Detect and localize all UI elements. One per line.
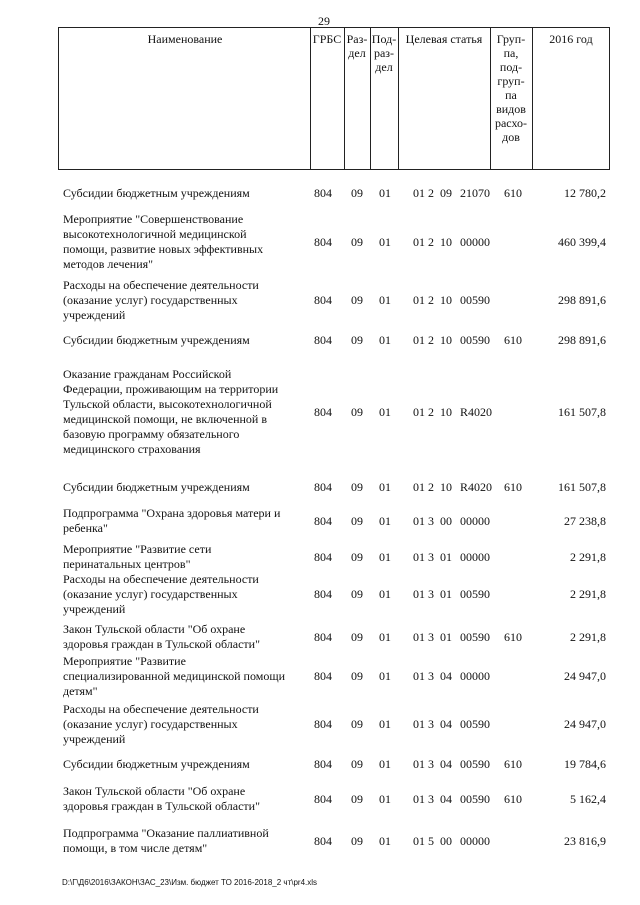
file-path-footer: D:\Г\Д6\2016\ЗАКОН\ЗАС_23\Изм. бюджет ТО 2016-2018_2 чт\pr4.xls bbox=[62, 878, 318, 887]
podrazdel-cell: 01 bbox=[379, 404, 391, 419]
target-subprogram-cell: 3 bbox=[428, 513, 434, 528]
target-direction-cell: R4020 bbox=[460, 480, 493, 494]
podrazdel-cell: 01 bbox=[379, 833, 391, 848]
target-subprogram-cell: 3 bbox=[428, 757, 434, 771]
target-event-cell: 10 bbox=[440, 404, 452, 419]
target-subprogram-cell: 3 bbox=[428, 549, 434, 564]
grbs-cell: 804 bbox=[314, 186, 332, 200]
razdel-cell: 09 bbox=[351, 480, 363, 494]
item-name: Подпрограмма "Охрана здоровья матери и ребенка" bbox=[63, 506, 281, 535]
target-subprogram-cell: 3 bbox=[428, 629, 434, 644]
target-direction-cell: 00590 bbox=[460, 629, 490, 644]
razdel-cell: 09 bbox=[351, 513, 363, 528]
grbs-cell: 804 bbox=[314, 833, 332, 848]
podrazdel-cell: 01 bbox=[379, 293, 391, 307]
target-program-cell: 01 bbox=[413, 629, 425, 644]
target-program-cell: 01 bbox=[413, 833, 425, 848]
target-program-cell: 01 bbox=[413, 587, 425, 601]
grbs-cell: 804 bbox=[314, 717, 332, 731]
grbs-cell: 804 bbox=[314, 629, 332, 644]
item-name: Закон Тульской области "Об охране здоровья граждан в Тульской области" bbox=[63, 622, 260, 651]
amount-cell: 460 399,4 bbox=[558, 234, 606, 249]
amount-cell: 161 507,8 bbox=[558, 404, 606, 419]
podrazdel-cell: 01 bbox=[379, 629, 391, 644]
grbs-cell: 804 bbox=[314, 293, 332, 307]
target-direction-cell: 00590 bbox=[460, 717, 490, 731]
table-row bbox=[0, 622, 640, 652]
razdel-cell: 09 bbox=[351, 629, 363, 644]
target-direction-cell: R4020 bbox=[460, 404, 493, 419]
podrazdel-cell: 01 bbox=[379, 234, 391, 249]
target-program-cell: 01 bbox=[413, 293, 425, 307]
amount-cell: 161 507,8 bbox=[558, 480, 606, 494]
item-name: Оказание гражданам Российской Федерации, проживающим на территории Тульской области, высокотехнологичной медицинской помощи, не включенной в базовую программу обязательного медицинского страхования bbox=[63, 367, 279, 456]
item-name: Расходы на обеспечение деятельности (оказание услуг) государственных учреждений bbox=[63, 702, 259, 746]
razdel-cell: 09 bbox=[351, 791, 363, 806]
item-name: Субсидии бюджетным учреждениям bbox=[63, 757, 250, 771]
header-grbs: ГРБС bbox=[312, 32, 342, 46]
target-program-cell: 01 bbox=[413, 757, 425, 771]
amount-cell: 2 291,8 bbox=[570, 549, 606, 564]
razdel-cell: 09 bbox=[351, 549, 363, 564]
table-row bbox=[0, 212, 640, 272]
target-event-cell: 10 bbox=[440, 480, 452, 494]
razdel-cell: 09 bbox=[351, 833, 363, 848]
column-divider bbox=[398, 27, 399, 170]
target-event-cell: 10 bbox=[440, 333, 452, 347]
header-vid: Груп- па, под- груп- па видов расхо- дов bbox=[494, 32, 528, 144]
table-row bbox=[0, 826, 640, 856]
header-name: Наименование bbox=[147, 32, 223, 46]
item-name: Субсидии бюджетным учреждениям bbox=[63, 186, 250, 200]
target-program-cell: 01 bbox=[413, 549, 425, 564]
target-program-cell: 01 bbox=[413, 186, 425, 200]
amount-cell: 298 891,6 bbox=[558, 333, 606, 347]
amount-cell: 23 816,9 bbox=[564, 833, 606, 848]
target-event-cell: 10 bbox=[440, 293, 452, 307]
target-direction-cell: 00590 bbox=[460, 587, 490, 601]
target-direction-cell: 00000 bbox=[460, 513, 490, 528]
target-direction-cell: 00590 bbox=[460, 333, 490, 347]
target-subprogram-cell: 2 bbox=[428, 480, 434, 494]
target-subprogram-cell: 5 bbox=[428, 833, 434, 848]
target-subprogram-cell: 2 bbox=[428, 186, 434, 200]
target-direction-cell: 00000 bbox=[460, 549, 490, 564]
podrazdel-cell: 01 bbox=[379, 587, 391, 601]
item-name: Закон Тульской области "Об охране здоровья граждан в Тульской области" bbox=[63, 784, 260, 813]
grbs-cell: 804 bbox=[314, 549, 332, 564]
target-event-cell: 01 bbox=[440, 549, 452, 564]
grbs-cell: 804 bbox=[314, 404, 332, 419]
item-name: Расходы на обеспечение деятельности (оказание услуг) государственных учреждений bbox=[63, 572, 259, 616]
target-subprogram-cell: 2 bbox=[428, 404, 434, 419]
expense-type-cell: 610 bbox=[504, 791, 522, 806]
table-row bbox=[0, 757, 640, 772]
target-event-cell: 09 bbox=[440, 186, 452, 200]
target-direction-cell: 00590 bbox=[460, 757, 490, 771]
grbs-cell: 804 bbox=[314, 480, 332, 494]
header-year: 2016 год bbox=[549, 32, 593, 46]
item-name: Мероприятие "Совершенствование высокотехнологичной медицинской помощи, развитие новых эффективных методов лечения" bbox=[63, 212, 264, 271]
item-name: Субсидии бюджетным учреждениям bbox=[63, 480, 250, 494]
target-direction-cell: 21070 bbox=[460, 186, 490, 200]
table-row bbox=[0, 572, 640, 617]
item-name: Мероприятие "Развитие специализированной медицинской помощи детям" bbox=[63, 654, 285, 698]
target-direction-cell: 00590 bbox=[460, 293, 490, 307]
razdel-cell: 09 bbox=[351, 293, 363, 307]
amount-cell: 27 238,8 bbox=[564, 513, 606, 528]
razdel-cell: 09 bbox=[351, 757, 363, 771]
table-row bbox=[0, 480, 640, 495]
target-subprogram-cell: 3 bbox=[428, 669, 434, 683]
item-name: Мероприятие "Развитие сети перинатальных центров" bbox=[63, 542, 212, 571]
razdel-cell: 09 bbox=[351, 186, 363, 200]
table-row bbox=[0, 702, 640, 747]
razdel-cell: 09 bbox=[351, 234, 363, 249]
podrazdel-cell: 01 bbox=[379, 333, 391, 347]
target-event-cell: 01 bbox=[440, 629, 452, 644]
target-subprogram-cell: 3 bbox=[428, 717, 434, 731]
header-target: Целевая статья bbox=[405, 32, 483, 46]
header-podrazdel: Под- раз- дел bbox=[371, 32, 397, 74]
target-program-cell: 01 bbox=[413, 333, 425, 347]
podrazdel-cell: 01 bbox=[379, 669, 391, 683]
grbs-cell: 804 bbox=[314, 757, 332, 771]
amount-cell: 2 291,8 bbox=[570, 629, 606, 644]
amount-cell: 5 162,4 bbox=[570, 791, 606, 806]
grbs-cell: 804 bbox=[314, 791, 332, 806]
target-direction-cell: 00000 bbox=[460, 669, 490, 683]
podrazdel-cell: 01 bbox=[379, 186, 391, 200]
target-program-cell: 01 bbox=[413, 234, 425, 249]
target-program-cell: 01 bbox=[413, 404, 425, 419]
target-event-cell: 04 bbox=[440, 791, 452, 806]
podrazdel-cell: 01 bbox=[379, 757, 391, 771]
column-divider bbox=[310, 27, 311, 170]
grbs-cell: 804 bbox=[314, 333, 332, 347]
target-program-cell: 01 bbox=[413, 669, 425, 683]
amount-cell: 12 780,2 bbox=[564, 186, 606, 200]
item-name: Субсидии бюджетным учреждениям bbox=[63, 333, 250, 347]
target-event-cell: 04 bbox=[440, 717, 452, 731]
razdel-cell: 09 bbox=[351, 333, 363, 347]
amount-cell: 2 291,8 bbox=[570, 587, 606, 601]
table-row bbox=[0, 542, 640, 572]
amount-cell: 24 947,0 bbox=[564, 669, 606, 683]
target-program-cell: 01 bbox=[413, 717, 425, 731]
razdel-cell: 09 bbox=[351, 404, 363, 419]
target-subprogram-cell: 3 bbox=[428, 587, 434, 601]
razdel-cell: 09 bbox=[351, 717, 363, 731]
expense-type-cell: 610 bbox=[504, 629, 522, 644]
target-direction-cell: 00000 bbox=[460, 833, 490, 848]
target-subprogram-cell: 3 bbox=[428, 791, 434, 806]
target-direction-cell: 00590 bbox=[460, 791, 490, 806]
target-event-cell: 04 bbox=[440, 757, 452, 771]
expense-type-cell: 610 bbox=[504, 333, 522, 347]
target-event-cell: 00 bbox=[440, 833, 452, 848]
target-program-cell: 01 bbox=[413, 513, 425, 528]
grbs-cell: 804 bbox=[314, 669, 332, 683]
target-program-cell: 01 bbox=[413, 480, 425, 494]
grbs-cell: 804 bbox=[314, 513, 332, 528]
target-subprogram-cell: 2 bbox=[428, 333, 434, 347]
table-row bbox=[0, 654, 640, 699]
item-name: Расходы на обеспечение деятельности (оказание услуг) государственных учреждений bbox=[63, 278, 259, 322]
page-number: 29 bbox=[318, 14, 330, 28]
amount-cell: 298 891,6 bbox=[558, 293, 606, 307]
target-event-cell: 04 bbox=[440, 669, 452, 683]
grbs-cell: 804 bbox=[314, 587, 332, 601]
target-subprogram-cell: 2 bbox=[428, 234, 434, 249]
target-event-cell: 10 bbox=[440, 234, 452, 249]
amount-cell: 19 784,6 bbox=[564, 757, 606, 771]
expense-type-cell: 610 bbox=[504, 480, 522, 494]
item-name: Подпрограмма "Оказание паллиативной помощи, в том числе детям" bbox=[63, 826, 269, 855]
podrazdel-cell: 01 bbox=[379, 513, 391, 528]
target-event-cell: 01 bbox=[440, 587, 452, 601]
table-row bbox=[0, 367, 640, 457]
grbs-cell: 804 bbox=[314, 234, 332, 249]
header-razdel: Раз- дел bbox=[346, 32, 368, 60]
target-subprogram-cell: 2 bbox=[428, 293, 434, 307]
table-row bbox=[0, 186, 640, 201]
razdel-cell: 09 bbox=[351, 669, 363, 683]
target-event-cell: 00 bbox=[440, 513, 452, 528]
podrazdel-cell: 01 bbox=[379, 717, 391, 731]
amount-cell: 24 947,0 bbox=[564, 717, 606, 731]
column-divider bbox=[532, 27, 533, 170]
podrazdel-cell: 01 bbox=[379, 480, 391, 494]
expense-type-cell: 610 bbox=[504, 186, 522, 200]
table-row bbox=[0, 333, 640, 348]
target-direction-cell: 00000 bbox=[460, 234, 490, 249]
podrazdel-cell: 01 bbox=[379, 791, 391, 806]
expense-type-cell: 610 bbox=[504, 757, 522, 771]
table-row bbox=[0, 506, 640, 536]
podrazdel-cell: 01 bbox=[379, 549, 391, 564]
table-row bbox=[0, 278, 640, 323]
target-program-cell: 01 bbox=[413, 791, 425, 806]
table-row bbox=[0, 784, 640, 814]
razdel-cell: 09 bbox=[351, 587, 363, 601]
